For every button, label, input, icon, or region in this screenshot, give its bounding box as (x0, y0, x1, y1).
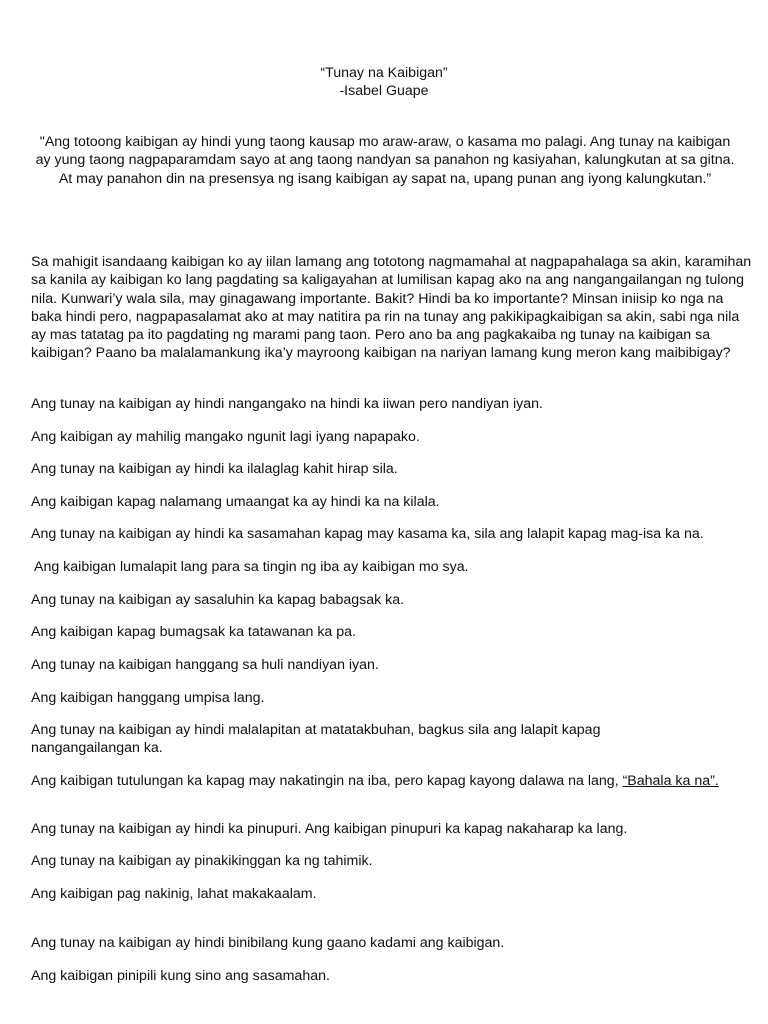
paragraph-line: Ang tunay na kaibigan hanggang sa huli nandiyan iyan. (31, 657, 379, 673)
paragraph-line: Ang tunay na kaibigan ay hindi binibilang kung gaano kadami ang kaibigan. (31, 935, 505, 951)
bahala-prefix-text: Ang kaibigan tutulungan ka kapag may nakatingin na iba, pero kapag kayong dalawa na lang, (31, 773, 623, 789)
paragraph-line: Ang kaibigan pag nakinig, lahat makakaalam. (31, 886, 317, 902)
bahala-ka-na-paragraph (31, 772, 753, 790)
paragraph-line: Ang kaibigan lumalapit lang para sa tingin ng iba ay kaibigan mo sya. (34, 559, 469, 575)
paragraph-line: Ang tunay na kaibigan ay pinakikinggan ka ng tahimik. (31, 853, 373, 869)
paragraph-line: Ang tunay na kaibigan ay hindi ka sasamahan kapag may kasama ka, sila ang lalapit kapag mag-isa ka na. (31, 526, 704, 542)
paragraph-line: Ang tunay na kaibigan ay hindi nangangako na hindi ka iiwan pero nandiyan iyan. (31, 396, 543, 412)
document-author: -Isabel Guape (339, 83, 429, 99)
document-title: “Tunay na Kaibigan” (320, 65, 448, 81)
paragraph-line: Ang kaibigan pinipili kung sino ang sasamahan. (31, 968, 330, 984)
paragraph-line: Ang tunay na kaibigan ay sasaluhin ka kapag babagsak ka. (31, 592, 405, 608)
paragraph-line: Ang tunay na kaibigan ay hindi ka ilalaglag kahit hirap sila. (31, 461, 398, 477)
opening-quote: "Ang totoong kaibigan ay hindi yung taong kausap mo araw-araw, o kasama mo palagi. Ang tunay na kaibigan ay yung taong nagpaparamdam sayo at ang taong nandyan sa panahon ng kasiyahan, kalungkutan at sa gitna. At may panahon din na presensya ng isang kaibigan ay sapat na, upang punan ang iyong kalungkutan.” (35, 134, 735, 187)
paragraph-line: Ang tunay na kaibigan ay hindi ka pinupuri. Ang kaibigan pinupuri ka kapag nakaharap ka lang. (31, 821, 628, 837)
bahala-ka-na-emphasis: “Bahala ka na”. (622, 773, 719, 789)
paragraph-line: Ang kaibigan kapag bumagsak ka tatawanan ka pa. (31, 624, 356, 640)
paragraph-line: Ang tunay na kaibigan ay hindi malalapitan at matatakbuhan, bagkus sila ang lalapit kapag nangangailangan ka. (31, 722, 601, 757)
paragraph-line: Ang kaibigan kapag nalamang umaangat ka ay hindi ka na kilala. (31, 494, 440, 510)
paragraph-line: Ang kaibigan ay mahilig mangako ngunit lagi iyang napapako. (31, 429, 420, 445)
intro-paragraph: Sa mahigit isandaang kaibigan ko ay iilan lamang ang tototong nagmamahal at nagpapahalaga sa akin, karamihan sa kanila ay kaibigan ko lang pagdating sa kaligayahan at lumilisan kapag ako na ang nangangailangan ng tulong nila. Kunwari’y wala sila, may ginagawang importante. Bakit? Hindi ba ko importante? Minsan iniisip ko nga na baka hindi pero, nagpapasalamat ako at may natitira pa rin na tunay ang pakikipagkaibigan sa akin, sabi nga nila ay mas tatatag pa ito pagdating ng marami pang taon. Pero ano ba ang pagkakaiba ng tunay na kaibigan sa kaibigan? Paano ba malalamankung ika’y mayroong kaibigan na nariyan lamang kung meron kang maibibigay? (31, 254, 752, 362)
paragraph-line: Ang kaibigan hanggang umpisa lang. (31, 690, 265, 706)
